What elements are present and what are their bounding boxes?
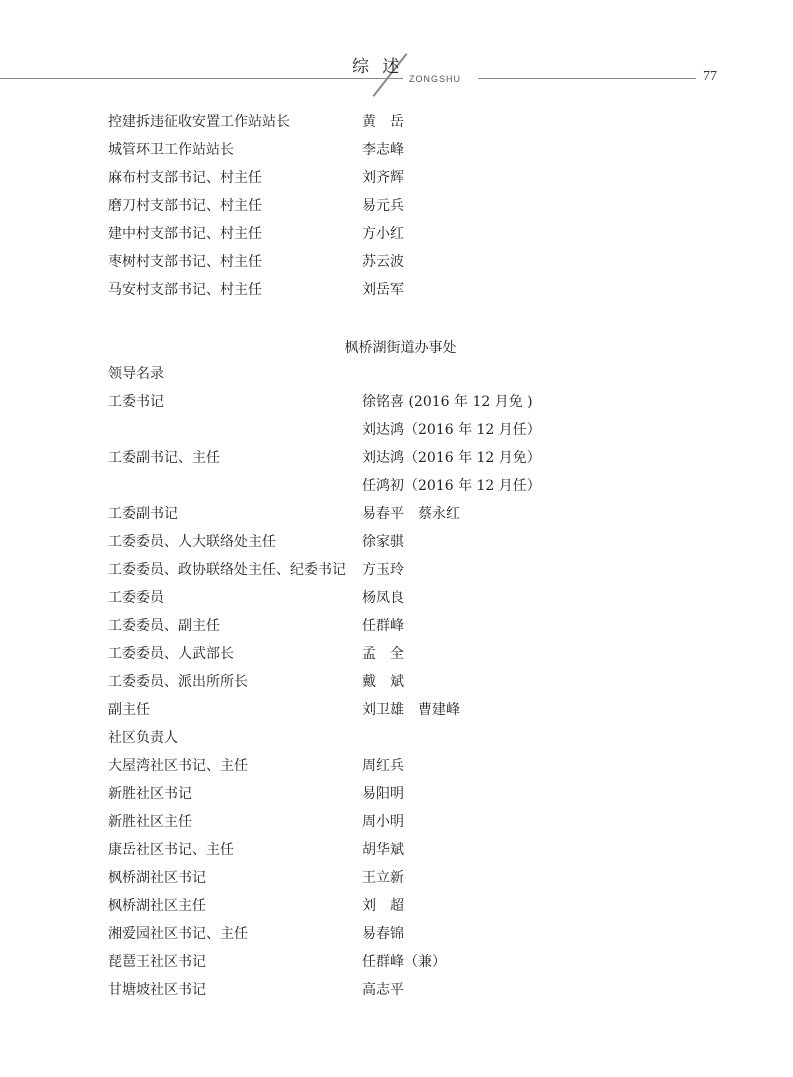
position-title: 磨刀村支部书记、村主任 — [108, 198, 262, 214]
section-title-text: 枫桥湖街道办事处 — [344, 340, 457, 356]
person-name: 徐家骐 — [362, 534, 404, 550]
position-title: 马安村支部书记、村主任 — [108, 282, 262, 298]
position-title: 工委委员 — [108, 590, 164, 606]
person-name: 方玉玲 — [362, 562, 404, 578]
person-name: 杨凤良 — [362, 590, 404, 606]
person-name: 易元兵 — [362, 198, 404, 214]
person-name: 易春锦 — [362, 926, 404, 942]
list-item — [0, 390, 793, 414]
person-name: 任群峰 — [362, 618, 404, 634]
list-item — [0, 278, 793, 302]
list-item — [0, 558, 793, 582]
person-name: 李志峰 — [362, 142, 404, 158]
person-name: 苏云波 — [362, 254, 404, 270]
list-item — [0, 614, 793, 638]
person-name: 高志平 — [362, 982, 404, 998]
list-item — [0, 586, 793, 610]
person-name: 戴 斌 — [362, 674, 404, 690]
section-title — [0, 336, 793, 360]
person-name: 方小红 — [362, 226, 404, 242]
position-title: 工委委员、人大联络处主任 — [108, 534, 276, 550]
person-name: 王立新 — [362, 870, 404, 886]
person-name: 徐铭喜 (2016 年 12 月免 ) — [362, 394, 533, 410]
list-item — [0, 810, 793, 834]
list-item — [0, 474, 793, 498]
position-title: 工委委员、政协联络处主任、纪委书记 — [108, 562, 346, 578]
person-name: 孟 全 — [362, 646, 404, 662]
list-item — [0, 194, 793, 218]
leaders-heading: 领导名录 — [108, 366, 164, 382]
position-title: 建中村支部书记、村主任 — [108, 226, 262, 242]
position-title: 湘爱园社区书记、主任 — [108, 926, 248, 942]
person-name: 胡华斌 — [362, 842, 404, 858]
list-item — [0, 782, 793, 806]
position-title: 工委委员、派出所所长 — [108, 674, 248, 690]
position-title: 工委委员、人武部长 — [108, 646, 234, 662]
list-item — [0, 670, 793, 694]
person-name: 刘卫雄 曹建峰 — [362, 702, 460, 718]
position-title: 工委委员、副主任 — [108, 618, 220, 634]
list-item — [0, 978, 793, 1002]
list-item — [0, 502, 793, 526]
list-item — [0, 138, 793, 162]
person-name: 任鸿初（2016 年 12 月任） — [362, 478, 541, 494]
person-name: 刘达鸿（2016 年 12 月任） — [362, 422, 541, 438]
list-item — [0, 222, 793, 246]
person-name: 刘齐辉 — [362, 170, 404, 186]
list-item — [0, 922, 793, 946]
position-title: 工委书记 — [108, 394, 164, 410]
person-name: 刘达鸿（2016 年 12 月免） — [362, 450, 541, 466]
position-title: 琵琶王社区书记 — [108, 954, 206, 970]
page-header — [0, 0, 793, 100]
position-title: 新胜社区主任 — [108, 814, 192, 830]
position-title: 麻布村支部书记、村主任 — [108, 170, 262, 186]
person-name: 任群峰（兼） — [362, 954, 446, 970]
position-title: 控建拆违征收安置工作站站长 — [108, 114, 290, 130]
page-number: 77 — [703, 69, 717, 84]
list-item — [0, 250, 793, 274]
list-item — [0, 110, 793, 134]
person-name: 刘 超 — [362, 898, 404, 914]
list-item — [0, 530, 793, 554]
list-item — [0, 166, 793, 190]
list-item — [0, 446, 793, 470]
position-title: 枫桥湖社区主任 — [108, 898, 206, 914]
position-title: 甘塘坡社区书记 — [108, 982, 206, 998]
position-title: 枫桥湖社区书记 — [108, 870, 206, 886]
list-item — [0, 418, 793, 442]
person-name: 刘岳军 — [362, 282, 404, 298]
person-name: 易春平 蔡永红 — [362, 506, 460, 522]
position-title: 新胜社区书记 — [108, 786, 192, 802]
position-title: 康岳社区书记、主任 — [108, 842, 234, 858]
person-name: 周红兵 — [362, 758, 404, 774]
section-name-pinyin: ZONGSHU — [409, 74, 461, 84]
list-item — [0, 754, 793, 778]
position-title: 城管环卫工作站站长 — [108, 142, 234, 158]
position-title: 枣树村支部书记、村主任 — [108, 254, 262, 270]
person-name: 易阳明 — [362, 786, 404, 802]
header-rule-left — [0, 78, 403, 79]
list-item — [0, 642, 793, 666]
list-item — [0, 950, 793, 974]
list-item — [0, 866, 793, 890]
community-heading: 社区负责人 — [108, 730, 178, 746]
list-item — [0, 894, 793, 918]
person-name: 黄 岳 — [362, 114, 404, 130]
header-rule-right — [478, 78, 696, 79]
position-title: 工委副书记 — [108, 506, 178, 522]
position-title: 副主任 — [108, 702, 150, 718]
section-name: 综 述 — [352, 57, 404, 77]
position-title: 大屋湾社区书记、主任 — [108, 758, 248, 774]
list-item — [0, 698, 793, 722]
list-item — [0, 838, 793, 862]
position-title: 工委副书记、主任 — [108, 450, 220, 466]
person-name: 周小明 — [362, 814, 404, 830]
